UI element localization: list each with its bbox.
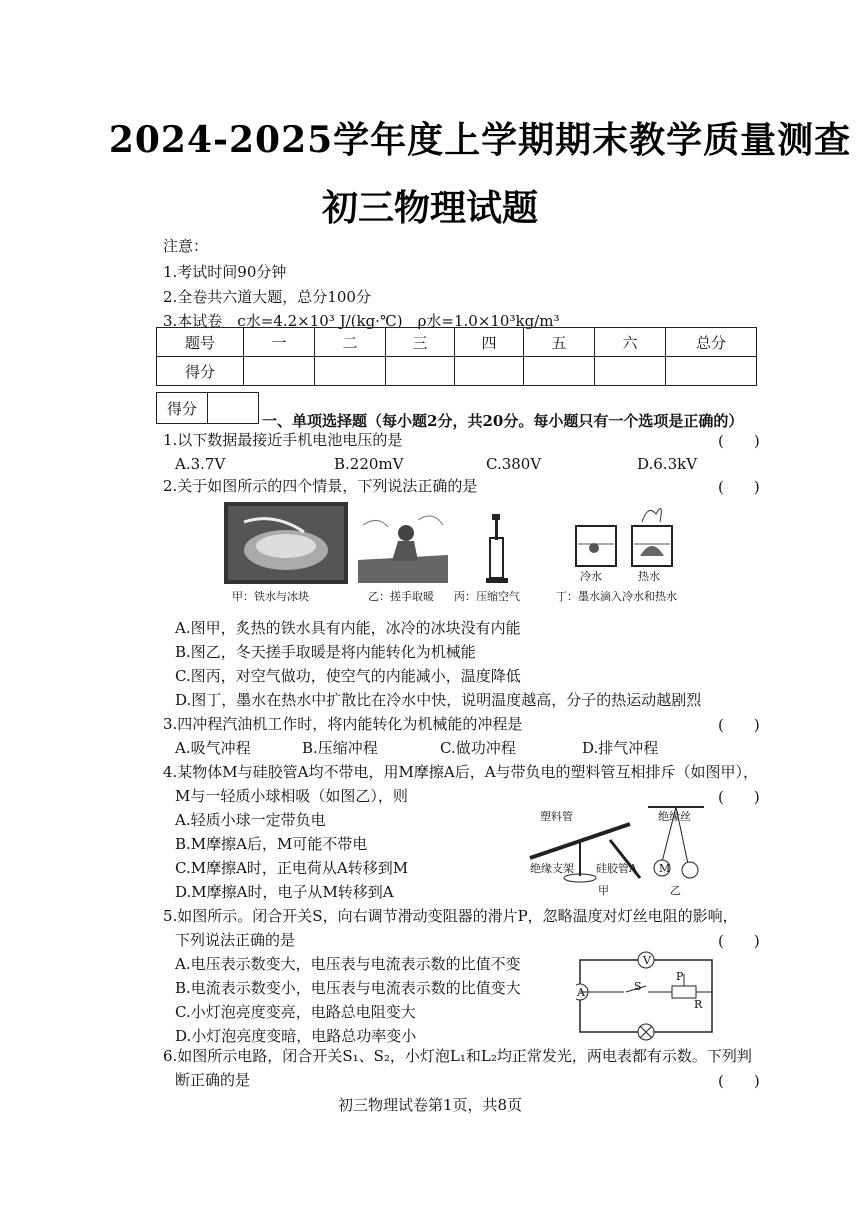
question-stem: 5.如图所示。闭合开关S，向右调节滑动变阻器的滑片P，忽略温度对灯丝电阻的影响，	[163, 907, 738, 925]
score-cell	[666, 357, 757, 386]
figure-caption: 甲：铁水与冰块	[232, 590, 309, 603]
section-score-cell	[208, 393, 259, 424]
question-stem: 6.如图所示电路，闭合开关S₁、S₂，小灯泡L₁和L₂均正常发光，两电表都有示数。下列判	[163, 1047, 752, 1065]
figure-label: P	[676, 970, 684, 983]
answer-paren: ( )	[718, 478, 760, 496]
beaker-label: 冷水	[580, 570, 602, 583]
option: D.排气冲程	[582, 739, 659, 757]
table-header-cell: 五	[524, 328, 595, 357]
option: B.M摩擦A后，M可能不带电	[175, 835, 368, 853]
figure-compress-air	[482, 514, 512, 586]
option: A.吸气冲程	[175, 739, 251, 757]
score-cell	[244, 357, 315, 386]
option: C.380V	[486, 455, 542, 473]
table-header-cell: 总分	[666, 328, 757, 357]
table-header-cell: 题号	[157, 328, 244, 357]
score-cell	[315, 357, 386, 386]
figure-caption: 丙：压缩空气	[454, 590, 520, 603]
page-footer: 初三物理试卷第1页，共8页	[337, 1096, 523, 1114]
exam-title: 2024-2025学年度上学期期末教学质量测查	[108, 119, 852, 161]
figure-label: 绝缘支架	[530, 862, 574, 875]
score-cell	[595, 357, 666, 386]
figure-label: 乙	[670, 884, 681, 897]
figure-label: 塑料管	[540, 810, 573, 823]
answer-paren: ( )	[718, 716, 760, 734]
score-table-row	[157, 357, 757, 386]
table-header-cell: 三	[386, 328, 455, 357]
question-stem: 3.四冲程汽油机工作时，将内能转化为机械能的冲程是	[163, 715, 523, 733]
figure-label: V	[643, 954, 651, 967]
answer-paren: ( )	[718, 788, 760, 806]
question-stem: 4.某物体M与硅胶管A均不带电，用M摩擦A后，A与带负电的塑料管互相排斥（如图甲），	[163, 763, 759, 781]
table-header-cell: 六	[595, 328, 666, 357]
option: C.做功冲程	[440, 739, 516, 757]
beaker-label: 热水	[638, 570, 660, 583]
option: D.M摩擦A时，电子从M转移到A	[175, 883, 394, 901]
option: A.3.7V	[175, 455, 226, 473]
figure-rubbing-hands	[358, 505, 448, 583]
notes-label: 注意：	[163, 237, 209, 255]
option: A.图甲，炙热的铁水具有内能，冰冷的冰块没有内能	[175, 619, 521, 637]
figure-caption: 丁：墨水滴入冷水和热水	[556, 590, 677, 603]
score-table	[156, 327, 757, 386]
option: D.图丁，墨水在热水中扩散比在冷水中快，说明温度越高，分子的热运动越剧烈	[175, 691, 702, 709]
note-item: 2.全卷共六道大题，总分100分	[163, 288, 371, 306]
option: B.图乙，冬天搓手取暖是将内能转化为机械能	[175, 643, 476, 661]
question-stem: M与一轻质小球相吸（如图乙），则	[175, 787, 408, 805]
figure-label: S	[634, 980, 642, 993]
option: C.M摩擦A时，正电荷从A转移到M	[175, 859, 409, 877]
option: C.图丙，对空气做功，使空气的内能减小，温度降低	[175, 667, 521, 685]
section-score-box	[156, 392, 259, 424]
question-stem: 1.以下数据最接近手机电池电压的是	[163, 431, 403, 449]
score-table-header-row	[157, 328, 757, 357]
option: B.220mV	[334, 455, 404, 473]
figure-label: 甲	[598, 884, 609, 897]
score-cell	[524, 357, 595, 386]
section-score-label: 得分	[157, 393, 208, 424]
table-header-cell: 四	[455, 328, 524, 357]
figure-label: 硅胶管A	[596, 862, 637, 875]
option: D.6.3kV	[637, 455, 698, 473]
exam-subtitle: 初三物理试题	[321, 187, 538, 229]
figure-caption: 乙：搓手取暖	[368, 590, 434, 603]
answer-paren: ( )	[718, 1072, 760, 1090]
section-heading: 一、单项选择题（每小题2分，共20分。每小题只有一个选项是正确的）	[262, 412, 744, 430]
figure-iron-and-ice	[224, 502, 348, 584]
option: B.压缩冲程	[302, 739, 378, 757]
figure-label: M	[659, 862, 671, 875]
score-cell	[386, 357, 455, 386]
figure-label: 绝缘丝	[658, 810, 691, 823]
score-cell	[455, 357, 524, 386]
figure-label: R	[694, 998, 703, 1011]
score-row-label: 得分	[157, 357, 244, 386]
answer-paren: ( )	[718, 432, 760, 450]
question-stem: 下列说法正确的是	[175, 931, 296, 949]
note-item: 1.考试时间90分钟	[163, 263, 287, 281]
table-header-cell: 二	[315, 328, 386, 357]
note-item: 3.本试卷 c水=4.2×10³ J/(kg·℃) ρ水=1.0×10³kg/m³	[163, 312, 560, 330]
option: A.轻质小球一定带负电	[175, 811, 326, 829]
option: C.小灯泡亮度变亮，电路总电阻变大	[175, 1003, 416, 1021]
table-header-cell: 一	[244, 328, 315, 357]
option: D.小灯泡亮度变暗，电路总功率变小	[175, 1027, 417, 1045]
question-stem: 断正确的是	[175, 1071, 251, 1089]
figure-label: A	[577, 986, 585, 999]
answer-paren: ( )	[718, 932, 760, 950]
option: B.电流表示数变小，电压表与电流表示数的比值变大	[175, 979, 521, 997]
question-stem: 2.关于如图所示的四个情景，下列说法正确的是	[163, 477, 478, 495]
option: A.电压表示数变大，电压表与电流表示数的比值不变	[175, 955, 521, 973]
